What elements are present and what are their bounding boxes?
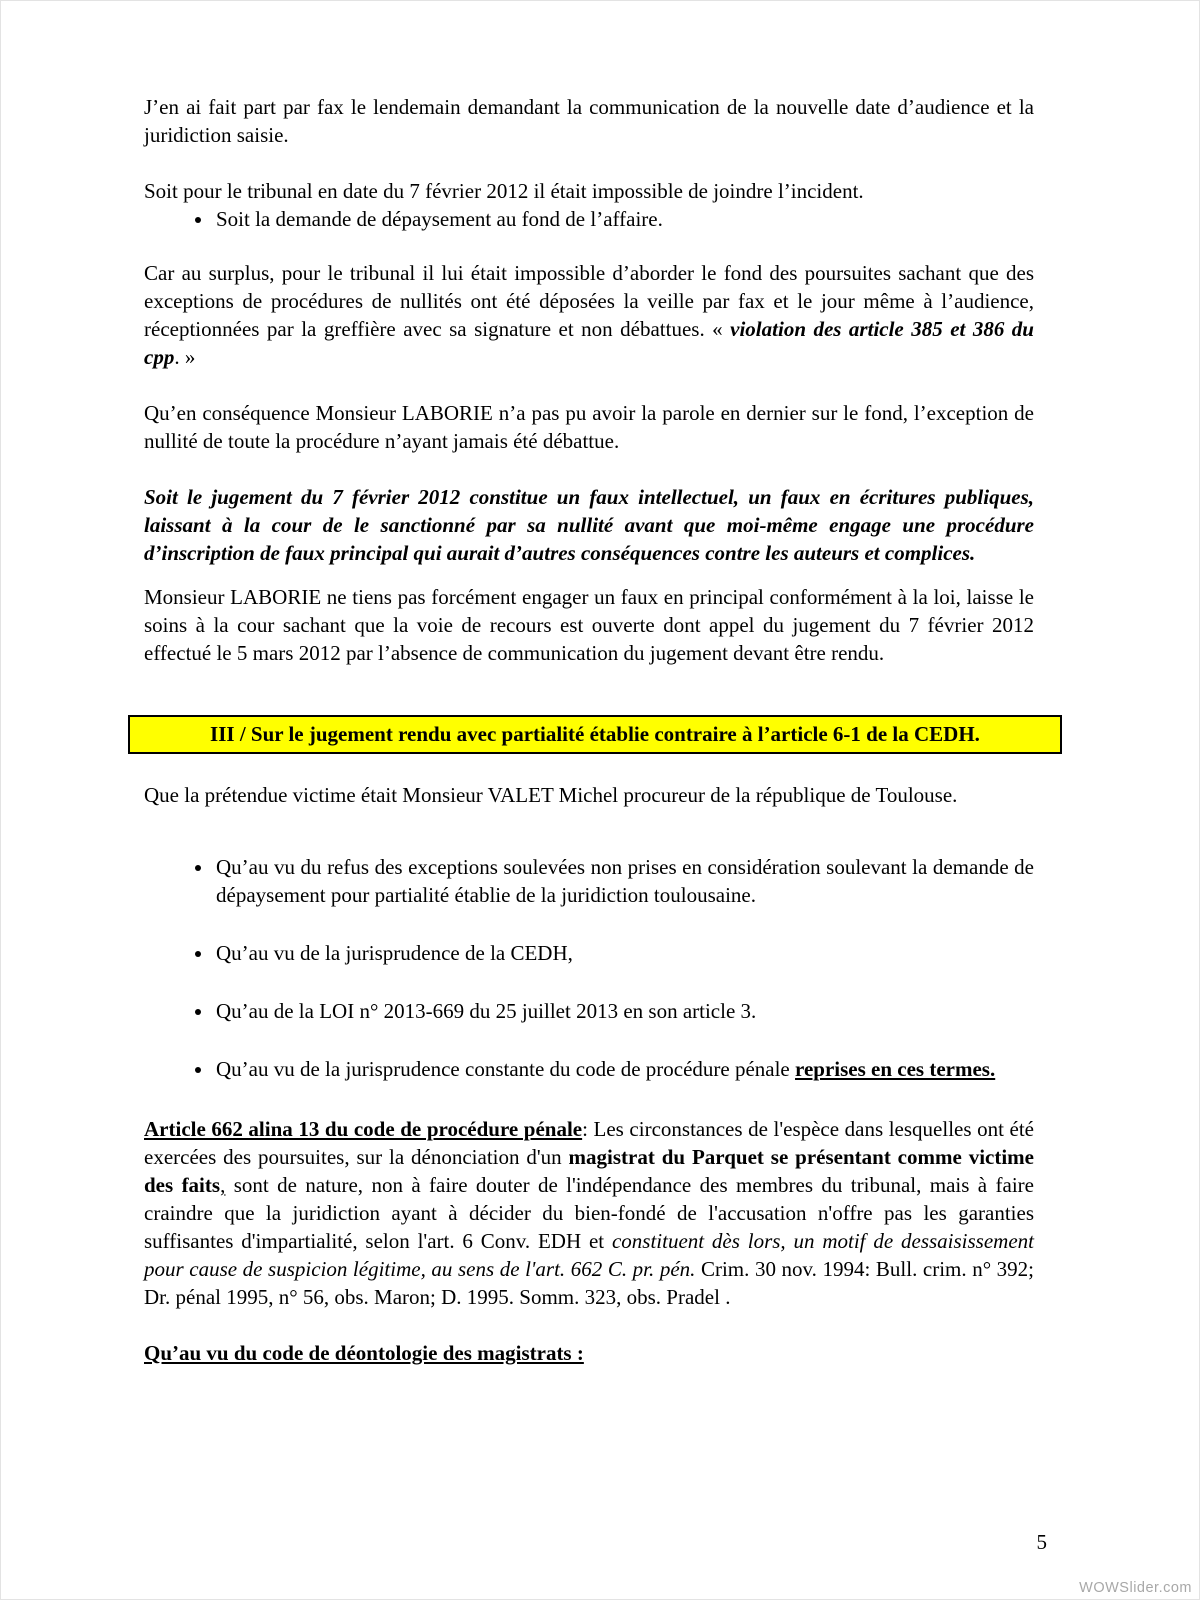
- paragraph-text: Soit le jugement du 7 février 2012 constitue un faux intellectuel, un faux en écritures publiques, laissant à la cour de le sanctionné par sa nullité avant que moi-même engage une procédure d’inscription de faux principal qui aurait d’autres conséquences contre les auteurs et complices.: [144, 485, 1034, 565]
- list-item: [214, 1055, 1034, 1083]
- page-number: 5: [1036, 1530, 1047, 1554]
- list-item-text: Soit la demande de dépaysement au fond de l’affaire.: [216, 207, 663, 231]
- paragraph-fax-notice: [144, 93, 1034, 149]
- article-662-title: Article 662 alina 13 du code de procédure pénale: [144, 1117, 583, 1141]
- paragraph-text: sont de nature, non à faire douter de l'indépendance des membres du tribunal, mais à faire craindre que la juridiction ayant à décider du bien-fondé de l'accusation n'offre pas les garanties suffisantes d'impartialité, selon l'art. 6 Conv. EDH et: [144, 1173, 1034, 1253]
- list-item-text: Qu’au de la LOI n° 2013-669 du 25 juillet 2013 en son article 3.: [216, 999, 757, 1023]
- paragraph-laborie-parole: [144, 399, 1034, 455]
- list-item: [214, 853, 1034, 909]
- emphasis-magistrat-victime: magistrat du Parquet se présentant comme victime des faits: [144, 1145, 1034, 1197]
- paragraph-text: J’en ai fait part par fax le lendemain demandant la communication de la nouvelle date d’audience et la juridiction saisie.: [144, 95, 1034, 147]
- heading-text: Qu’au vu du code de déontologie des magistrats :: [144, 1341, 584, 1365]
- underlined-comma: ,: [220, 1173, 226, 1197]
- section-heading-text: III / Sur le jugement rendu avec partialité établie contraire à l’article 6-1 de la CEDH.: [210, 722, 980, 746]
- citation-text: Crim. 30 nov. 1994: Bull. crim. n° 392; Dr. pénal 1995, n° 56, obs. Maron; D. 1995. Somm. 323, obs. Pradel .: [144, 1257, 1034, 1309]
- emphasis-violation-articles: violation des article 385 et 386 du cpp: [144, 317, 1034, 369]
- paragraph-text: : Les circonstances de l'espèce dans lesquelles ont été exercées des poursuites, sur la dénonciation d'un: [144, 1117, 1034, 1169]
- paragraph-text: Monsieur LABORIE ne tiens pas forcément engager un faux en principal conformément à la loi, laisse le soins à la cour sachant que la voie de recours est ouverte dont appel du jugement du 7 février 2012 effectué le 5 mars 2012 par l’absence de communication du jugement devant être rendu.: [144, 585, 1034, 665]
- paragraph-voie-de-recours: [144, 583, 1034, 667]
- list-item-text: Qu’au vu du refus des exceptions soulevées non prises en considération soulevant la demande de dépaysement pour partialité établie de la juridiction toulousaine.: [216, 855, 1034, 907]
- emphasis-reprises-termes: reprises en ces termes.: [795, 1057, 996, 1081]
- list-item-text: Qu’au vu de la jurisprudence constante du code de procédure pénale: [216, 1057, 796, 1081]
- paragraph-text: Qu’en conséquence Monsieur LABORIE n’a pas pu avoir la parole en dernier sur le fond, l’exception de nullité de toute la procédure n’ayant jamais été débattue.: [144, 401, 1034, 453]
- paragraph-faux-intellectuel: [144, 483, 1034, 567]
- paragraph-text: Que la prétendue victime était Monsieur VALET Michel procureur de la république de Toulouse.: [144, 783, 958, 807]
- paragraph-text: Soit pour le tribunal en date du 7 février 2012 il était impossible de joindre l’incident.: [144, 179, 864, 203]
- list-item: [214, 939, 1034, 967]
- paragraph-text: . »: [174, 345, 196, 369]
- list-item: [214, 997, 1034, 1025]
- paragraph-victime-valet: [144, 781, 1034, 809]
- heading-deontologie-magistrats: [144, 1339, 1034, 1367]
- paragraph-exceptions-nullites: [144, 259, 1034, 371]
- list-item-text: Qu’au vu de la jurisprudence de la CEDH,: [216, 941, 573, 965]
- document-body: [1, 1, 1199, 1367]
- paragraph-tribunal-incident: [144, 177, 1034, 205]
- list-item: [214, 205, 1034, 233]
- emphasis-suspicion-legitime: constituent dès lors, un motif de dessaisissement pour cause de suspicion légitime, au sens de l'art. 662 C. pr. pén.: [144, 1229, 1034, 1281]
- section-heading-partialite: [128, 715, 1062, 754]
- paragraph-article-662: [144, 1115, 1034, 1311]
- watermark-wowslider: WOWSlider.com: [1079, 1580, 1192, 1596]
- bullet-list-griefs: [144, 853, 1034, 1083]
- bullet-list-depaysement: [144, 205, 1034, 233]
- paragraph-text: Car au surplus, pour le tribunal il lui était impossible d’aborder le fond des poursuites sachant que des exceptions de procédures de nullités ont été déposées la veille par fax et le jour même à l’audience, réceptionnées par la greffière avec sa signature et non débattues. «: [144, 261, 1034, 341]
